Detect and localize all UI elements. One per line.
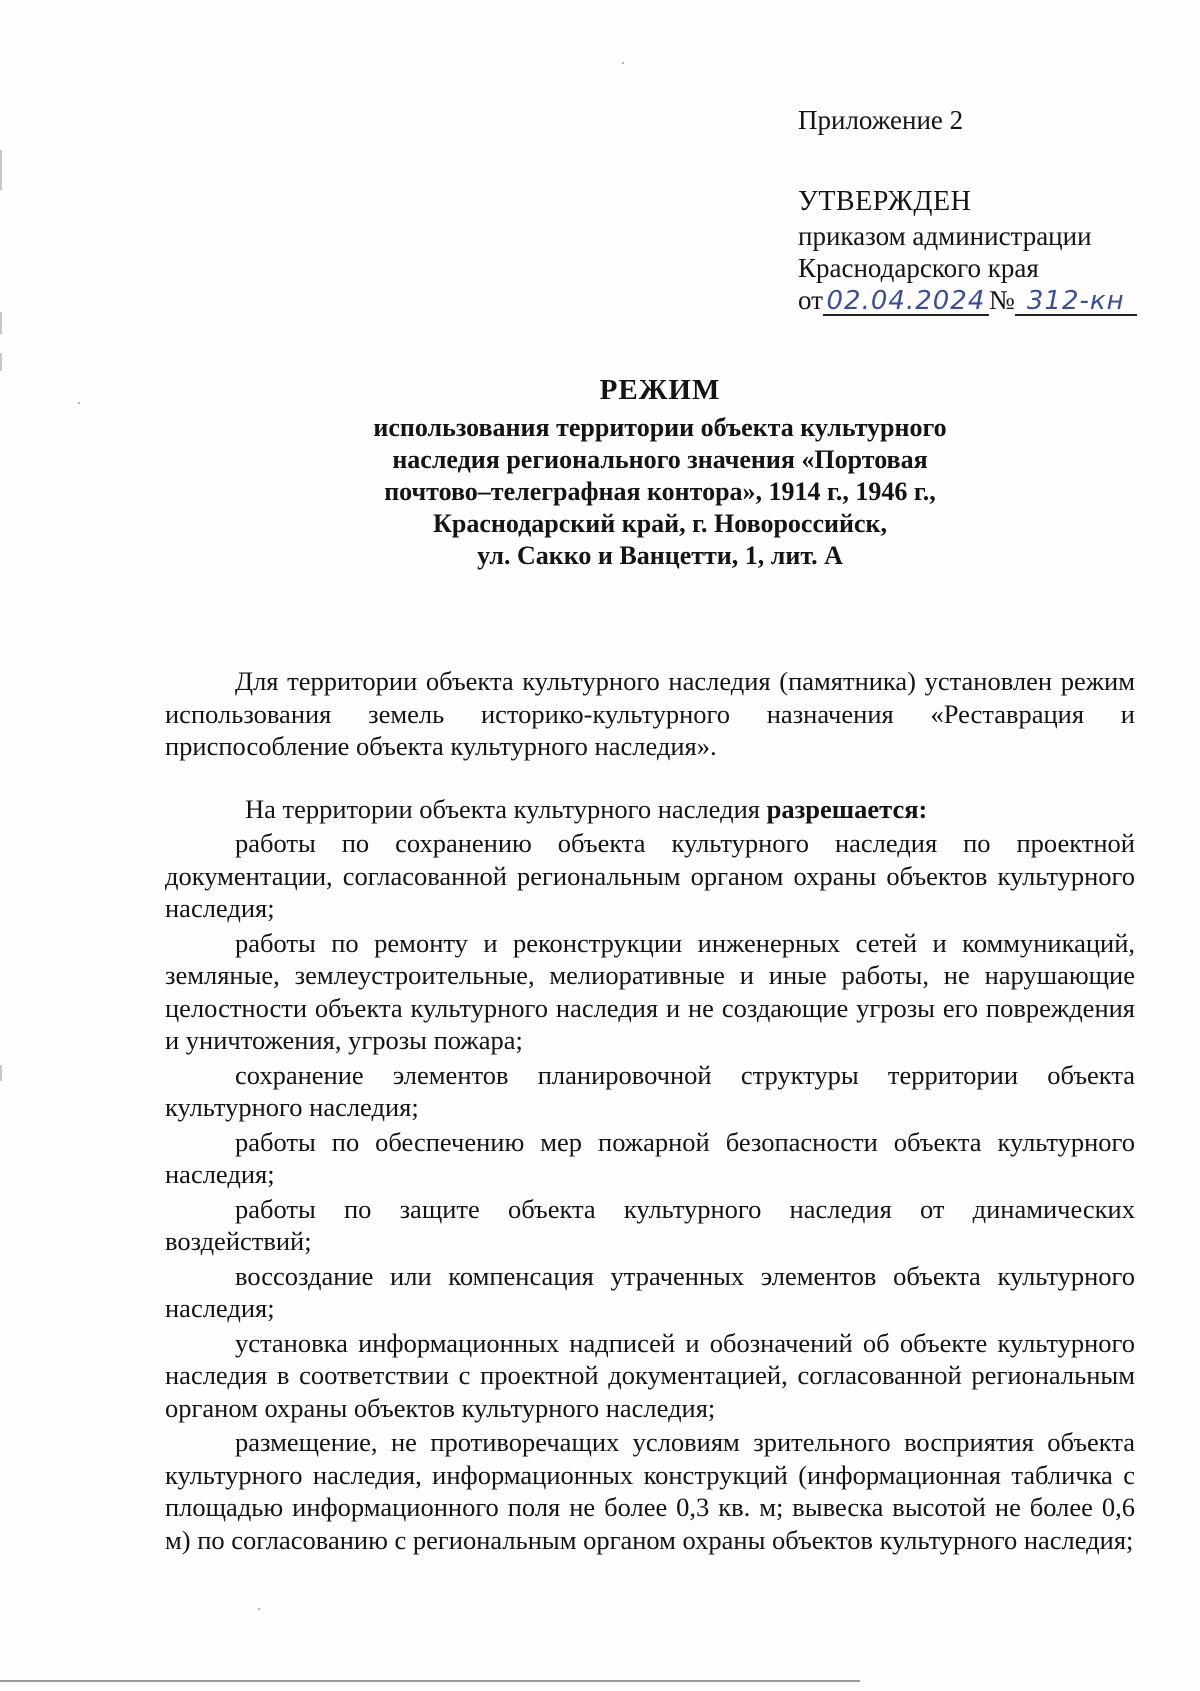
list-item: установка информационных надписей и обозначений об объекте культурного наследия в соответствии с проектной документацией, согласованной региональным органом охраны объектов культурного наследия;: [165, 1327, 1135, 1423]
list-item: работы по обеспечению мер пожарной безопасности объекта культурного наследия;: [165, 1126, 1135, 1189]
annex-label: Приложение 2: [798, 105, 964, 135]
title-line: Краснодарский край, г. Новороссийск,: [433, 509, 887, 538]
scan-bottom-edge: [0, 1680, 860, 1682]
handwritten-date: 02.04.2024: [823, 288, 989, 316]
order-date-number-line: [798, 284, 1158, 316]
scan-edge-mark: [0, 1065, 2, 1081]
scan-edge-mark: [0, 353, 2, 371]
list-item: работы по ремонту и реконструкции инженерных сетей и коммуникаций, земляные, землеустроительные, мелиоративные и иные работы, не нарушающие целостности объекта культурного наследия и не создающие угрозы его повреждения и уничтожения, угрозы пожара;: [165, 927, 1135, 1055]
title-line: почтово–телеграфная контора», 1914 г., 1946 г.,: [384, 477, 936, 506]
allowed-lead-text: На территории объекта культурного наследия: [245, 793, 767, 824]
title-line: использования территории объекта культурного: [373, 413, 947, 442]
scan-speck: [258, 1608, 260, 1610]
handwritten-order-number: 312-кн: [1015, 288, 1137, 316]
title-line: наследия регионального значения «Портовая: [392, 445, 928, 474]
approved-heading: УТВЕРЖДЕН: [798, 186, 972, 217]
title-line: ул. Сакко и Ванцетти, 1, лит. А: [477, 541, 843, 570]
scan-edge-mark: [0, 150, 2, 190]
allowed-lead-paragraph: [165, 793, 1135, 826]
list-item: работы по защите объекта культурного наследия от динамических воздействий;: [165, 1193, 1135, 1256]
intro-paragraph: Для территории объекта культурного наследия (памятника) установлен режим использования земель историко-культурного назначения «Реставрация и приспособление объекта культурного наследия».: [165, 666, 1135, 761]
approval-block: [798, 104, 1158, 316]
scan-speck: [78, 402, 80, 404]
approval-line-1: приказом администрации: [798, 221, 1092, 251]
approval-line-2: Краснодарского края: [798, 253, 1039, 283]
list-item: сохранение элементов планировочной структуры территории объекта культурного наследия;: [165, 1059, 1135, 1122]
list-item: воссоздание или компенсация утраченных элементов объекта культурного наследия;: [165, 1260, 1135, 1323]
date-prefix: от: [798, 285, 823, 315]
scan-speck: [622, 62, 624, 64]
list-item: работы по сохранению объекта культурного наследия по проектной документации, согласованной региональным органом охраны объектов культурного наследия;: [165, 828, 1135, 923]
scan-edge-mark: [0, 312, 2, 334]
document-body: [165, 665, 1135, 1556]
document-title: [240, 372, 1080, 572]
title-main: РЕЖИМ: [599, 374, 721, 406]
number-sign: №: [988, 285, 1015, 315]
list-item: размещение, не противоречащих условиям зрительного восприятия объекта культурного наследия, информационных конструкций (информационная табличка с площадью информационного поля не более 0,3 кв. м; вывеска высотой не более 0,6 м) по согласованию с региональным органом охраны объектов культурного наследия;: [165, 1427, 1135, 1555]
allowed-keyword: разрешается:: [766, 793, 928, 824]
